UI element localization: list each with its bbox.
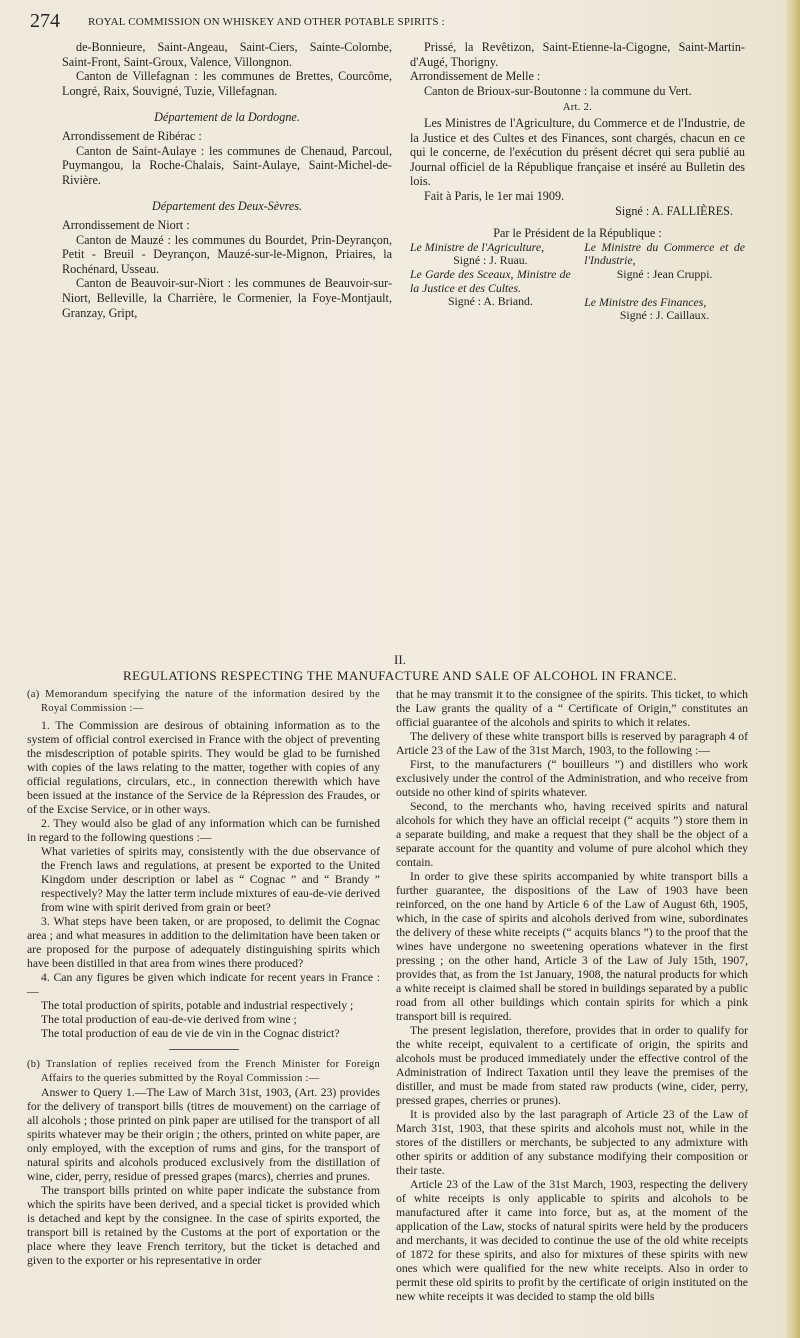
query-4-b: The total production of eau-de-vie derived from wine ;	[41, 1013, 297, 1026]
arr-riberac: Arrondissement de Ribérac :	[62, 128, 202, 143]
signature-block	[410, 241, 745, 323]
query-3: 3. What steps have been taken, or are proposed, to delimit the Cognac area ; and what measures in addition to the delimitation have been taken or are proposed for the purpose of adequately distinguishing spirits which have been distilled in that area from wines there produced?	[27, 915, 380, 970]
memorandum-heading: (a) Memorandum specifying the nature of the information desired by the Royal Commission :—	[27, 689, 380, 714]
query-4-a: The total production of spirits, potable and industrial respectively ;	[41, 999, 354, 1012]
query-4-c: The total production of eau de vie de vin in the Cognac district?	[41, 1027, 340, 1040]
sig-finances-name: Signé : J. Caillaux.	[619, 308, 710, 323]
divider-rule	[169, 1049, 239, 1050]
query-4: 4. Can any figures be given which indicate for recent years in France :—	[27, 971, 380, 998]
dept-dordogne: Département de la Dordogne.	[154, 110, 300, 125]
answer-cont: that he may transmit it to the consignee of the spirits. This ticket, to which the Law grants the quality of a “ Certificate of Origin,” constitutes an official guarantee of the alcohols and spirits to which it relates.	[396, 688, 748, 729]
canton-villefagnan: Canton de Villefagnan : les communes de Brettes, Courcôme, Longré, Raix, Souvigné, Tuzie, Villefagnan.	[62, 69, 392, 98]
section-title: REGULATIONS RESPECTING THE MANUFACTURE AND SALE OF ALCOHOL IN FRANCE.	[123, 668, 677, 683]
sig-justice-title: Le Garde des Sceaux, Ministre de la Justice et des Cultes.	[410, 266, 571, 295]
running-title: ROYAL COMMISSION ON WHISKEY AND OTHER POTABLE SPIRITS :	[88, 16, 445, 28]
section-number: II.	[394, 652, 406, 667]
sig-agriculture-name: Signé : J. Ruau.	[453, 253, 528, 268]
article-text: Les Ministres de l'Agriculture, du Commerce et de l'Industrie, de la Justice et des Cultes et des Finances, sont chargés, chacun en ce qui le concerne, de l'exécution du présent décret qui sera publié au Journal officiel de la République française et inséré au Bulletin des lois.	[410, 115, 745, 189]
fait-a-paris: Fait à Paris, le 1er mai 1909.	[424, 188, 565, 203]
delivery-reserved: The delivery of these white transport bills is reserved by paragraph 4 of Article 23 of the Law of the 31st March, 1903, to the following :—	[396, 730, 748, 757]
query-2: 2. They would also be glad of any information which can be furnished in regard to the following questions :—	[27, 817, 380, 844]
signature-president: Signé : A. FALLIÈRES.	[615, 203, 733, 218]
top-left-column	[62, 40, 392, 320]
arr-niort: Arrondissement de Niort :	[62, 217, 190, 232]
canton-brioux: Canton de Brioux-sur-Boutonne : la commune du Vert.	[424, 83, 692, 98]
page-edge	[786, 0, 800, 1338]
canton-beauvoir: Canton de Beauvoir-sur-Niort : les communes de Beauvoir-sur-Niort, Belleville, la Charrière, le Cormenier, la Foye-Montjault, Granzay, Gript,	[62, 276, 392, 320]
second-merchants: Second, to the merchants who, having received spirits and natural alcohols for which they have an official receipt (“ acquits ”) store them in a separate building, and make a request that they shall be the object of a separate account for the quantity and volume of pure alcohol which they contain.	[396, 800, 748, 869]
no-admixture: It is provided also by the last paragraph of Article 23 of the Law of March 31st, 1903, that these spirits and alcohols must not, while in the stores of the distillers or merchants, be subjected to any admixture with other spirits or addition of any substance modifying their composition or their taste.	[396, 1108, 748, 1177]
canton-saint-aulaye: Canton de Saint-Aulaye : les communes de Chenaud, Parcoul, Puymangou, la Roche-Chalais, Saint-Aulaye, Saint-Michel-de-Rivière.	[62, 143, 392, 187]
translation-heading: (b) Translation of replies received from the French Minister for Foreign Affairs to the queries submitted by the Royal Commission :—	[27, 1059, 380, 1084]
sig-commerce-title: Le Ministre du Commerce et de l'Industrie,	[584, 239, 745, 268]
dept-deux-sevres: Département des Deux-Sèvres.	[151, 199, 303, 214]
page-number: 274	[30, 10, 60, 32]
page-header	[30, 10, 770, 34]
sig-justice-name: Signé : A. Briand.	[447, 294, 533, 309]
top-right-column	[410, 40, 745, 323]
article-heading: Art. 2.	[562, 102, 593, 114]
arr-melle: Arrondissement de Melle :	[410, 69, 541, 84]
bottom-left-column	[27, 688, 380, 1268]
answer-query-1: Answer to Query 1.—The Law of March 31st, 1903, (Art. 23) provides for the delivery of transport bills (titres de mouvement) on the carriage of all alcohols ; those printed on pink paper are utilised for the transport of all spirits whatever may be their origin ; the others, printed on white paper, are only employed, with the exception of rums and gins, for the transport of natural spirits and alcohols produced exclusively from the distillation of wine, cider, perry, residue of pressed grapes (marcs), cherries and prunes.	[27, 1086, 380, 1183]
sig-agriculture-title: Le Ministre de l'Agriculture,	[410, 239, 545, 254]
communes-cont: Prissé, la Revêtizon, Saint-Etienne-la-Cigogne, Saint-Martin-d'Augé, Thorigny.	[410, 40, 745, 69]
first-manufacturers: First, to the manufacturers (“ bouilleurs ”) and distillers who work exclusively under the control of the Administration, and who receive from outside no other kind of spirits whatever.	[396, 758, 748, 799]
further-guarantee: In order to give these spirits accompanied by white transport bills a further guarantee, the dispositions of the Law of 1903 have been reinforced, on the one hand by Article 6 of the Law of August 6th, 1905, which, in the case of spirits and alcohols derived from wine, subordinates the delivery of these white receipts (“ acquits blancs ”) to the proof that the wines have undergone no sweetening operations whatever in the first pressing ; on the other hand, Article 3 of the Law of July 15th, 1907, provides that, as from the 1st January, 1908, the natural products for which a white receipt is claimed shall be stored in buildings separated by a public road from all other buildings which contain spirits for which a pink transport bill is required.	[396, 870, 748, 1023]
par-le-president: Par le Président de la République :	[493, 226, 662, 241]
bottom-right-column	[396, 688, 748, 1304]
sig-finances-title: Le Ministre des Finances,	[584, 294, 707, 309]
communes-tail: de-Bonnieure, Saint-Angeau, Saint-Ciers, Sainte-Colombe, Saint-Front, Saint-Groux, Valence, Villongnon.	[62, 40, 392, 69]
query-1: 1. The Commission are desirous of obtaining information as to the system of official control exercised in France with the object of preventing the misdescription of potable spirits. They would be glad to be furnished with copies of the laws relating to the matter, together with copies of any official regulations, circulars, etc., in connection therewith which have been issued at the instance of the Service de la Répression des Fraudes, or of the Excise Service, or in other ways.	[27, 719, 380, 816]
canton-mauze: Canton de Mauzé : les communes du Bourdet, Prin-Deyrançon, Petit - Breuil - Deyrançon, Mauzé-sur-le-Mignon, Priaires, la Rochénard, Usseau.	[62, 232, 392, 276]
present-legislation: The present legislation, therefore, provides that in order to qualify for the white receipt, equivalent to a certificate of origin, the spirits and alcohols must be produced immediately under the effective control of the Administration of Indirect Taxation until they leave the premises of the distiller, and must be made from stated raw products (wine, cider, perry, pressed grapes, cherries or prunes).	[396, 1024, 748, 1107]
sig-commerce-name: Signé : Jean Cruppi.	[616, 266, 713, 281]
transport-bills: The transport bills printed on white paper indicate the substance from which the spirits have been derived, and a special ticket is provided which is detached and kept by the consignee. In the case of spirits exported, the transport bill is retained by the Customs at the port of exportation or the place where they leave French territory, but the ticket is detached and given to the exporter or his representative in order	[27, 1184, 380, 1267]
article-23-old-receipts: Article 23 of the Law of the 31st March, 1903, respecting the delivery of white receipts is only applicable to spirits and alcohols to be manufactured after it came into force, but as, at the moment of the application of the Law, stocks of natural spirits were held by the producers and merchants, it was decided to continue the use of the old white receipts of 1872 for these spirits, and also for mixtures of these spirits with new ones which were qualified for the new white receipts. Also in order to permit these old spirits to profit by the certificate of origin instituted on the new white receipts it was decided to stamp the old bills	[396, 1178, 748, 1303]
query-2-detail: What varieties of spirits may, consistently with the due observance of the French laws and regulations, at present be exported to the United Kingdom under description or label as “ Cognac ” and “ Brandy ” respectively? May the latter term include mixtures of eau-de-vie derived from wine with spirit derived from grain or beet?	[41, 845, 380, 914]
